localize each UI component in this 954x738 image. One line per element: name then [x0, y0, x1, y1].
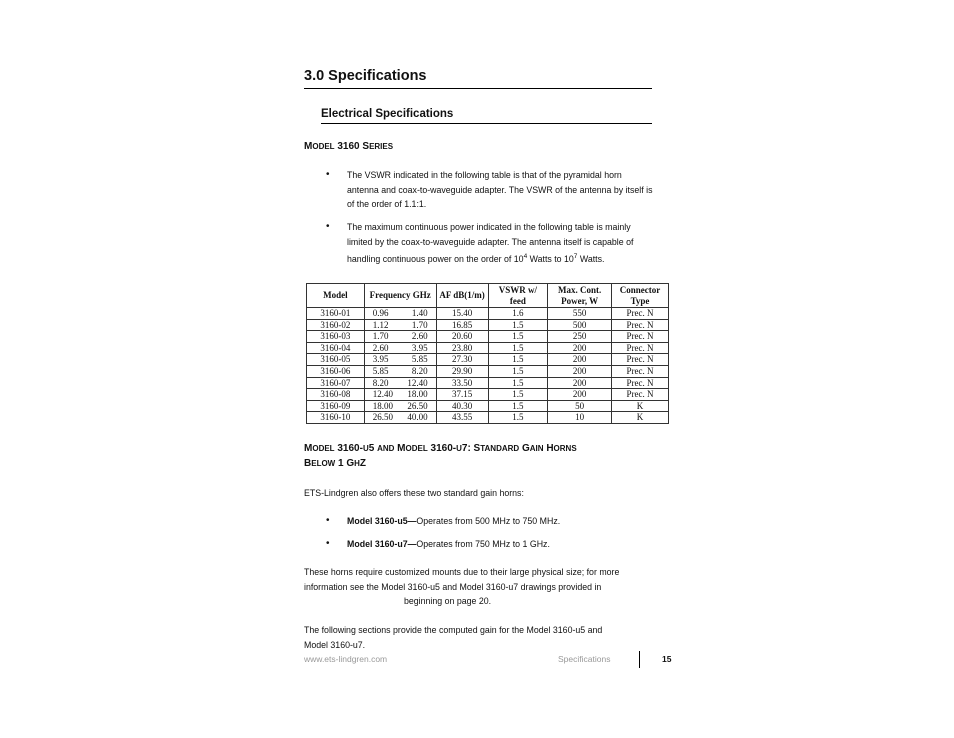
- header-model: Model: [307, 284, 365, 308]
- cell-vswr: 1.5: [488, 412, 548, 424]
- cell-model: 3160-09: [307, 400, 365, 412]
- cell-model: 3160-05: [307, 354, 365, 366]
- cell-vswr: 1.5: [488, 319, 548, 331]
- cell-af: 23.80: [436, 342, 488, 354]
- cell-frequency: [364, 319, 436, 331]
- heading-line-1: MODEL 3160-U5 AND MODEL 3160-U7: STANDARD GAIN HORNS: [304, 443, 577, 454]
- horn-models-list: [324, 514, 654, 559]
- mounts-paragraph: These horns require customized mounts due to their large physical size; for more information see the Model 3160-u5 and Model 3160-u7 drawings provided in beginning on page 20.: [304, 567, 620, 607]
- header-connector: Connector Type: [612, 284, 669, 308]
- freq-low: 1.12: [372, 319, 389, 330]
- cell-frequency: [364, 377, 436, 389]
- page-number: 15: [662, 654, 672, 664]
- freq-high: 3.95: [411, 342, 428, 353]
- cell-power: 10: [548, 412, 612, 424]
- table-row: [307, 342, 669, 354]
- cell-model: 3160-03: [307, 331, 365, 343]
- table-row: [307, 365, 669, 377]
- header-af: AF dB(1/m): [436, 284, 488, 308]
- freq-low: 2.60: [372, 342, 389, 353]
- freq-high: 2.60: [411, 331, 428, 342]
- table-row: [307, 400, 669, 412]
- cell-power: 200: [548, 342, 612, 354]
- cell-power: 550: [548, 308, 612, 320]
- cell-connector: K: [612, 400, 669, 412]
- freq-low: 12.40: [372, 389, 394, 400]
- model-3160-series-heading: MODEL 3160 SERIES: [304, 141, 394, 152]
- computed-gain-paragraph: The following sections provide the computed gain for the Model 3160-u5 and Model 3160-u7.: [304, 625, 603, 650]
- cell-frequency: [364, 389, 436, 401]
- cell-frequency: [364, 354, 436, 366]
- footer-section: Specifications: [558, 654, 611, 664]
- cell-connector: Prec. N: [612, 377, 669, 389]
- intro-paragraph: ETS-Lindgren also offers these two standard gain horns:: [304, 488, 524, 498]
- table-row: [307, 354, 669, 366]
- cell-power: 50: [548, 400, 612, 412]
- list-item: • Model 3160-u5—Operates from 500 MHz to 750 MHz.: [324, 514, 654, 529]
- freq-high: 1.40: [411, 308, 428, 318]
- cell-af: 37.15: [436, 389, 488, 401]
- freq-low: 18.00: [372, 400, 394, 411]
- cell-vswr: 1.5: [488, 365, 548, 377]
- cell-model: 3160-07: [307, 377, 365, 389]
- cell-af: 43.55: [436, 412, 488, 424]
- freq-low: 5.85: [372, 365, 389, 376]
- list-item: • Model 3160-u7—Operates from 750 MHz to 1 GHz.: [324, 537, 654, 552]
- standard-gain-horns-heading: [304, 441, 577, 471]
- cell-af: 16.85: [436, 319, 488, 331]
- cell-vswr: 1.6: [488, 308, 548, 320]
- cell-connector: Prec. N: [612, 331, 669, 343]
- cell-af: 40.30: [436, 400, 488, 412]
- cell-connector: Prec. N: [612, 342, 669, 354]
- cell-model: 3160-06: [307, 365, 365, 377]
- cell-power: 200: [548, 389, 612, 401]
- freq-low: 0.96: [372, 308, 389, 318]
- cell-power: 250: [548, 331, 612, 343]
- header-power: Max. Cont. Power, W: [548, 284, 612, 308]
- cell-frequency: [364, 365, 436, 377]
- cell-vswr: 1.5: [488, 400, 548, 412]
- freq-high: 18.00: [407, 389, 428, 400]
- cell-frequency: [364, 342, 436, 354]
- cell-power: 200: [548, 365, 612, 377]
- cell-vswr: 1.5: [488, 342, 548, 354]
- subsection-heading: Electrical Specifications: [321, 108, 652, 124]
- list-item: • The VSWR indicated in the following table is that of the pyramidal horn antenna and coax-to-waveguide adapter. The VSWR of the antenna by itself is of the order of 1.1:1.: [324, 168, 654, 212]
- cell-model: 3160-10: [307, 412, 365, 424]
- cell-power: 200: [548, 354, 612, 366]
- freq-high: 12.40: [407, 377, 428, 388]
- cell-vswr: 1.5: [488, 377, 548, 389]
- freq-high: 1.70: [411, 319, 428, 330]
- cell-af: 20.60: [436, 331, 488, 343]
- cell-vswr: 1.5: [488, 331, 548, 343]
- specifications-table: [306, 283, 669, 424]
- cell-af: 15.40: [436, 308, 488, 320]
- freq-low: 3.95: [372, 354, 389, 365]
- cell-connector: Prec. N: [612, 319, 669, 331]
- cell-af: 27.30: [436, 354, 488, 366]
- cell-af: 33.50: [436, 377, 488, 389]
- cell-frequency: [364, 331, 436, 343]
- cell-frequency: [364, 412, 436, 424]
- cell-vswr: 1.5: [488, 389, 548, 401]
- freq-low: 1.70: [372, 331, 389, 342]
- table-header-row: [307, 284, 669, 308]
- vswr-power-notes: [324, 168, 654, 274]
- cell-power: 200: [548, 377, 612, 389]
- cell-connector: Prec. N: [612, 389, 669, 401]
- header-frequency: Frequency GHz: [364, 284, 436, 308]
- freq-low: 8.20: [372, 377, 389, 388]
- cell-model: 3160-08: [307, 389, 365, 401]
- cell-connector: Prec. N: [612, 365, 669, 377]
- cell-frequency: [364, 308, 436, 320]
- cell-model: 3160-01: [307, 308, 365, 320]
- cell-connector: Prec. N: [612, 308, 669, 320]
- freq-low: 26.50: [372, 412, 394, 423]
- cell-model: 3160-02: [307, 319, 365, 331]
- header-vswr: VSWR w/ feed: [488, 284, 548, 308]
- table-row: [307, 308, 669, 320]
- section-heading: 3.0 Specifications: [304, 68, 652, 89]
- heading-line-2: BELOW 1 GHZ: [304, 458, 367, 469]
- cell-connector: Prec. N: [612, 354, 669, 366]
- cell-power: 500: [548, 319, 612, 331]
- freq-high: 8.20: [411, 365, 428, 376]
- cell-frequency: [364, 400, 436, 412]
- table-row: [307, 331, 669, 343]
- table-row: [307, 319, 669, 331]
- cell-af: 29.90: [436, 365, 488, 377]
- freq-high: 26.50: [407, 400, 428, 411]
- table-row: [307, 377, 669, 389]
- table-row: [307, 389, 669, 401]
- footer-divider: [639, 651, 640, 668]
- table-row: [307, 412, 669, 424]
- cell-model: 3160-04: [307, 342, 365, 354]
- list-item: • The maximum continuous power indicated in the following table is mainly limited by the coax-to-waveguide adapter. The antenna itself is capable of handling continuous power on the order of $10^4$ Watts to $10^7$ Watts.: [324, 220, 654, 266]
- freq-high: 40.00: [407, 412, 428, 423]
- cell-connector: K: [612, 412, 669, 424]
- cell-vswr: 1.5: [488, 354, 548, 366]
- footer-url[interactable]: www.ets-lindgren.com: [304, 654, 388, 664]
- freq-high: 5.85: [411, 354, 428, 365]
